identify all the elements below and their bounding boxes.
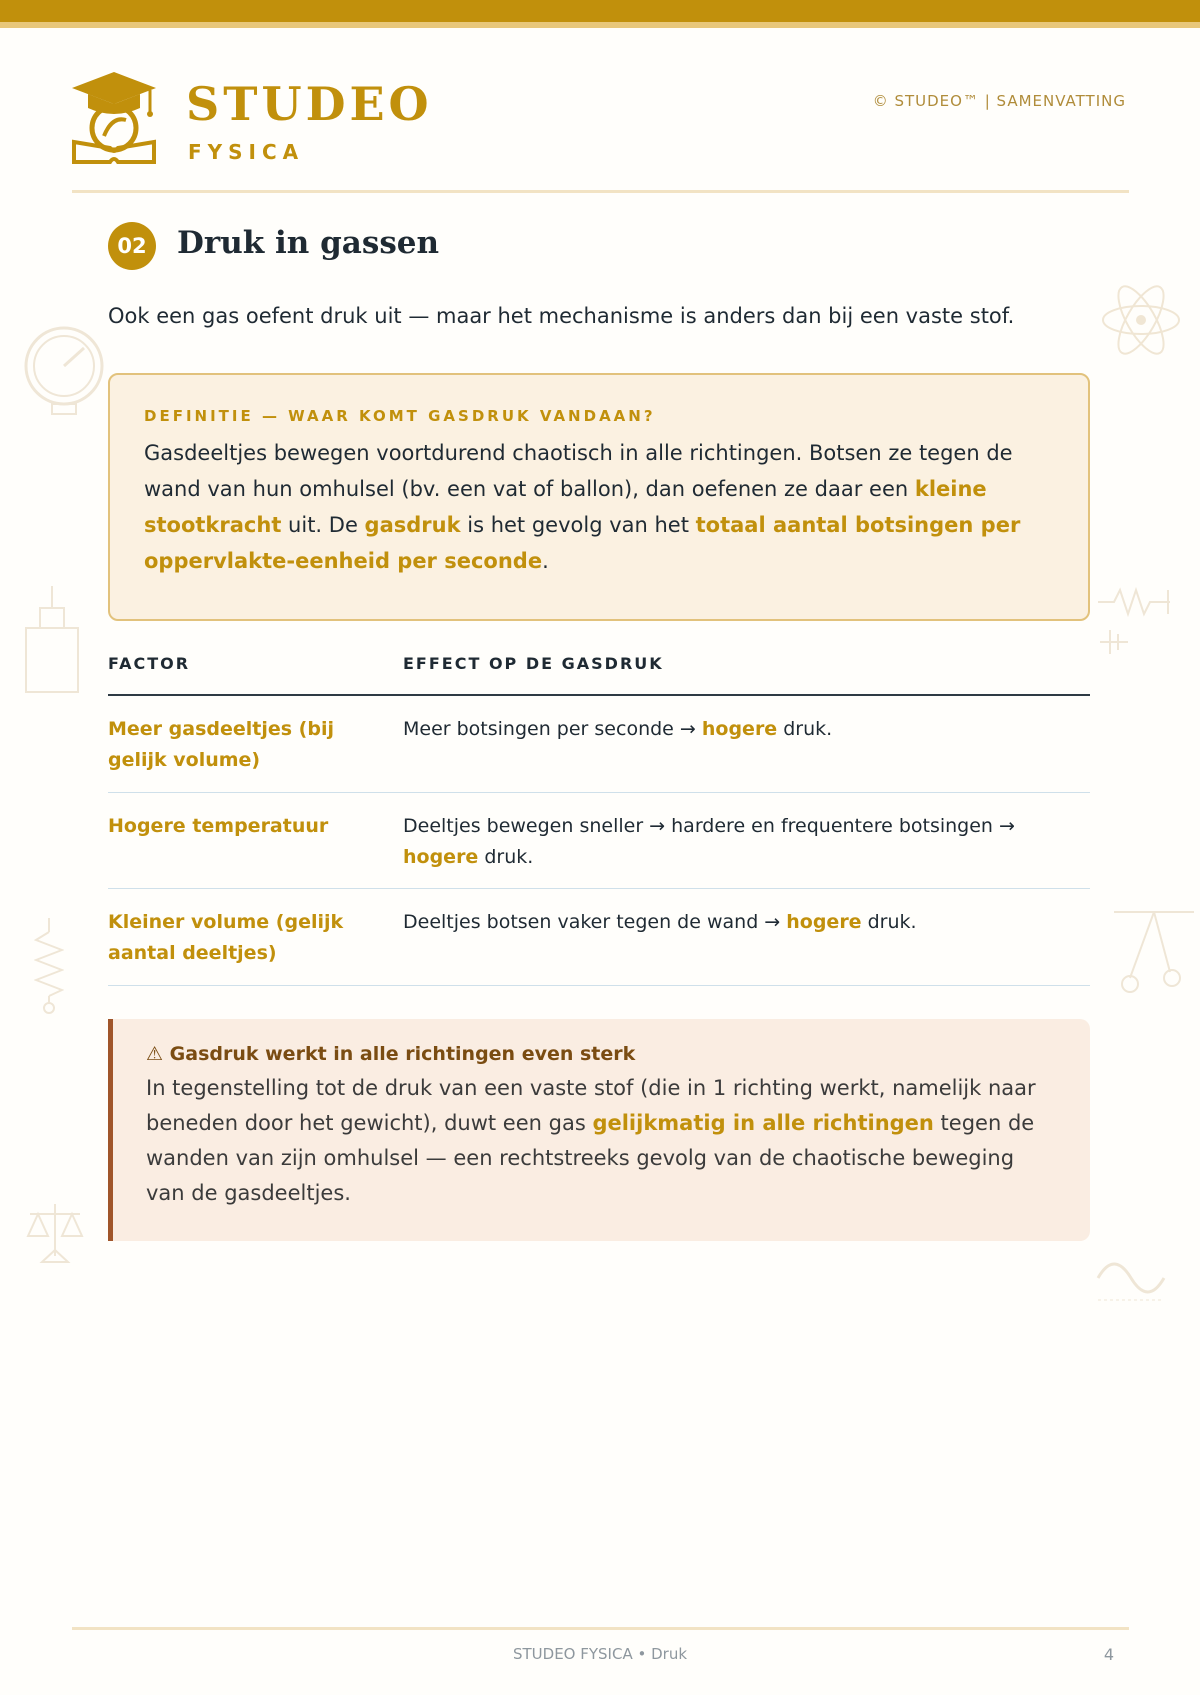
- effect-text: druk.: [777, 718, 833, 740]
- table-row: [108, 696, 1090, 793]
- definition-text: [144, 435, 1054, 579]
- spring-icon: [34, 918, 64, 1014]
- definition-text-part: uit. De: [281, 513, 365, 537]
- warning-highlight: gelijkmatig in alle richtingen: [592, 1111, 934, 1135]
- effect-text: druk.: [861, 911, 917, 933]
- table-header: [108, 654, 1090, 696]
- factor-cell: Hogere temperatuur: [108, 815, 329, 837]
- wave-icon: [1096, 1254, 1166, 1302]
- column-header-effect: EFFECT OP DE GASDRUK: [403, 654, 664, 673]
- brand-subtitle: FYSICA: [188, 140, 305, 164]
- effect-cell: [403, 907, 1090, 985]
- section-intro: Ook een gas oefent druk uit — maar het mechanisme is anders dan bij een vaste stof.: [108, 304, 1015, 328]
- footer-text: STUDEO FYSICA • Druk: [512, 1645, 688, 1663]
- factor-cell: Meer gasdeeltjes (bij gelijk volume): [108, 718, 334, 771]
- warning-text-part: In tegenstelling tot de druk van een vaste stof (die in 1 richting werkt, namelijk naar beneden door het gewicht), duwt een gas: [146, 1076, 1036, 1135]
- warning-text: [146, 1071, 1056, 1211]
- scale-balance-icon: [26, 1200, 84, 1266]
- footer-divider: [72, 1627, 1129, 1630]
- warning-title: [146, 1043, 1056, 1065]
- section-title: Druk in gassen: [177, 225, 440, 261]
- header-tagline: © STUDEO™ | SAMENVATTING: [872, 92, 1126, 110]
- header-divider: [72, 190, 1129, 193]
- definition-highlight: totaal aantal botsingen per oppervlakte-eenheid per seconde: [144, 513, 1021, 573]
- pendulum-icon: [1114, 908, 1194, 994]
- effect-text: Deeltjes botsen vaker tegen de wand →: [403, 911, 787, 933]
- effect-text: Meer botsingen per seconde →: [403, 718, 702, 740]
- definition-text-part: Gasdeeltjes bewegen voortdurend chaotisch in alle richtingen. Botsen ze tegen de wand van hun omhulsel (bv. een vat of ballon), dan oefenen ze daar een: [144, 441, 1013, 501]
- page-number: 4: [1103, 1645, 1114, 1664]
- table-row: [108, 793, 1090, 889]
- definition-text-part: is het gevolg van het: [460, 513, 696, 537]
- factor-cell: Kleiner volume (gelijk aantal deeltjes): [108, 911, 344, 964]
- warning-icon: ⚠: [146, 1043, 170, 1065]
- circuit-resistor-icon: [1098, 586, 1170, 656]
- warning-text-part: tegen de wanden van zijn omhulsel — een rechtstreeks gevolg van de chaotische beweging van de gasdeeltjes.: [146, 1111, 1035, 1205]
- battery-icon: [24, 584, 80, 694]
- definition-highlight: kleine stootkracht: [144, 477, 987, 537]
- effect-cell: [403, 811, 1090, 888]
- effect-highlight: hogere: [701, 718, 778, 740]
- definition-text-part: .: [542, 549, 549, 573]
- graduation-book-logo-icon: [70, 70, 158, 166]
- effect-text: Deeltjes bewegen sneller → hardere en frequentere botsingen →: [403, 815, 1015, 837]
- effect-cell: [403, 714, 1090, 792]
- effect-highlight: hogere: [786, 911, 862, 933]
- definition-highlight: gasdruk: [364, 513, 461, 537]
- definition-box: [108, 373, 1090, 621]
- warning-title-text: Gasdruk werkt in alle richtingen even sterk: [169, 1043, 636, 1065]
- factor-table: [108, 654, 1090, 986]
- definition-label: DEFINITIE — WAAR KOMT GASDRUK VANDAAN?: [144, 407, 656, 425]
- table-row: [108, 889, 1090, 986]
- pressure-gauge-icon: [24, 326, 106, 416]
- atom-icon: [1100, 284, 1182, 356]
- effect-text: druk.: [478, 846, 534, 868]
- top-accent-bar: [0, 0, 1200, 22]
- column-header-factor: FACTOR: [108, 654, 191, 673]
- effect-highlight: hogere: [403, 846, 479, 868]
- top-accent-stripe: [0, 22, 1200, 28]
- brand-name: STUDEO: [186, 77, 433, 131]
- section-number-badge: 02: [108, 222, 156, 270]
- warning-callout: [108, 1019, 1090, 1241]
